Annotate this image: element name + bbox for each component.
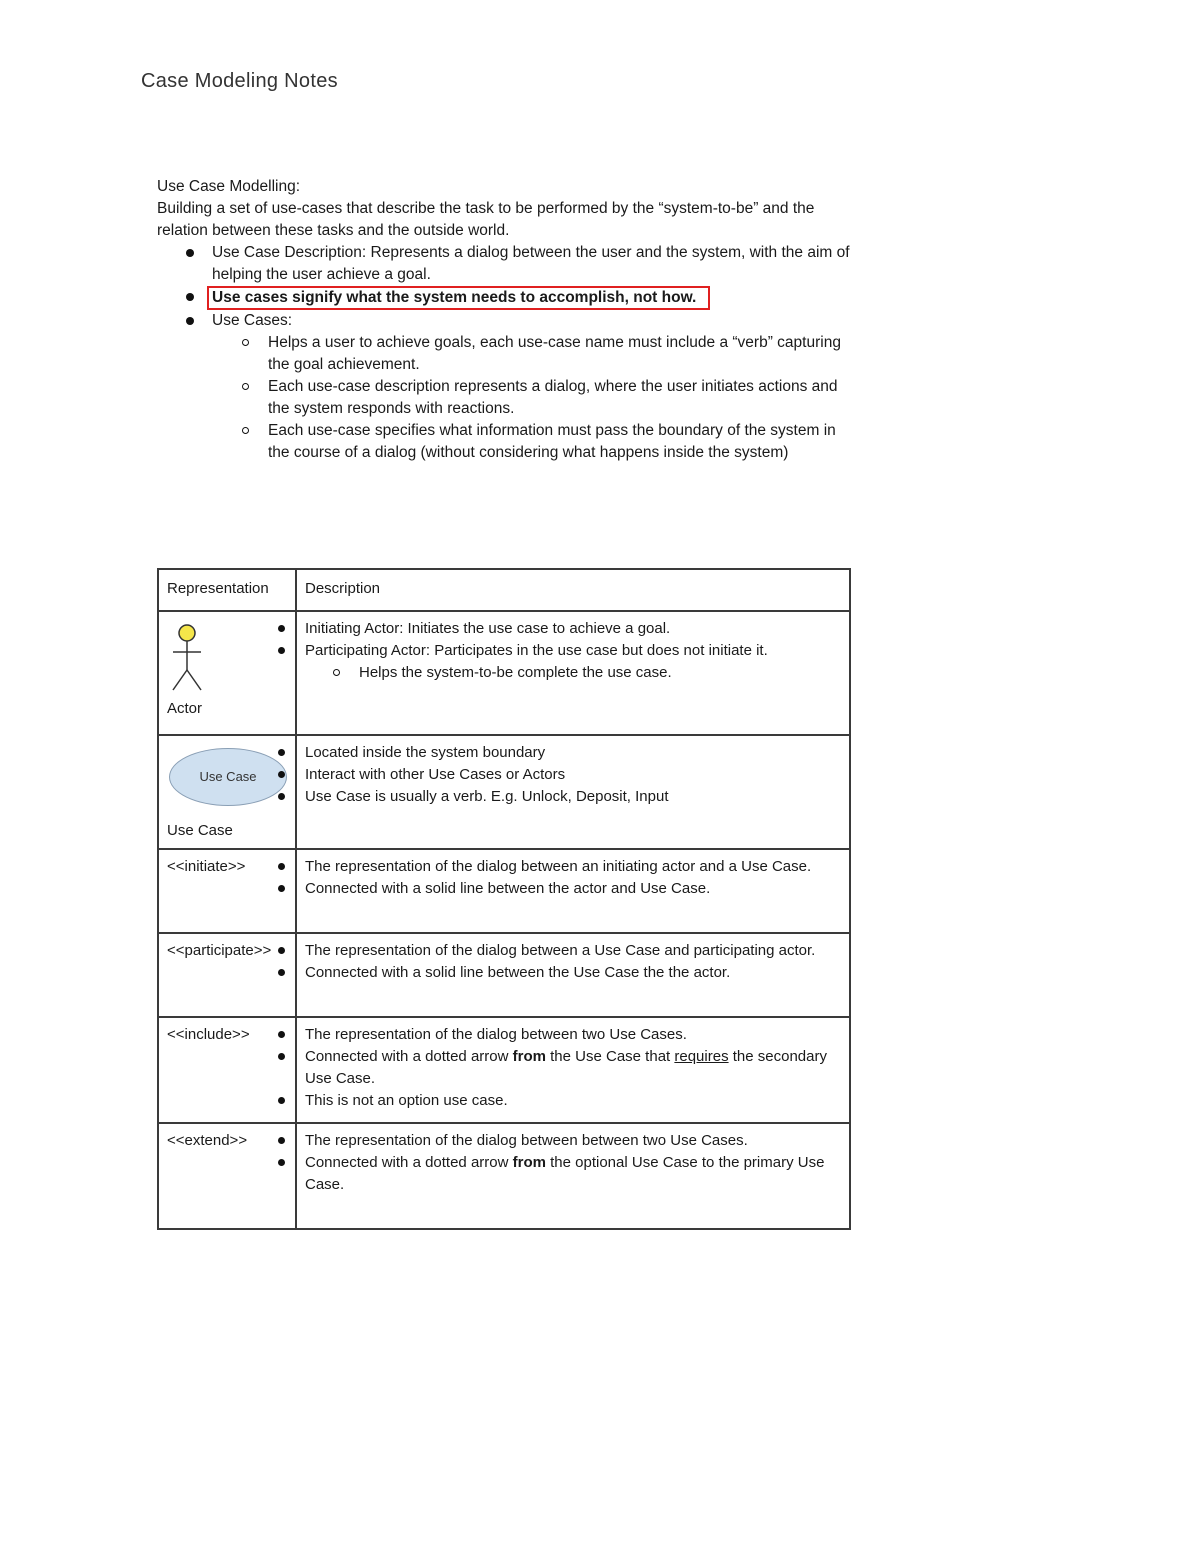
initiate-label: <<initiate>> [158,849,296,933]
list-item: Connected with a solid line between the actor and Use Case. [305,878,841,900]
include-item2-part: Connected with a dotted arrow [305,1048,513,1065]
list-item: The representation of the dialog between between two Use Cases. [305,1130,841,1152]
extend-label: <<extend>> [158,1123,296,1229]
use-case-ellipse-text: Use Case [199,769,257,784]
list-item [305,1046,841,1090]
sub-bullet-list [212,332,857,464]
include-requires-emphasis: requires [674,1048,729,1065]
use-case-label: Use Case [167,822,233,839]
use-case-ellipse-icon [169,748,287,806]
extend-description-list [305,1130,841,1196]
list-item: The representation of the dialog between an initiating actor and a Use Case. [305,856,841,878]
extend-item2-part: the optional Use Case to the primary Use Case. [305,1154,825,1193]
list-item-label: Use Cases: [212,312,293,329]
include-description-list [305,1024,841,1112]
actor-label: Actor [167,700,203,717]
list-item [305,1152,841,1196]
include-label: <<include>> [158,1017,296,1123]
bullet-list [157,242,857,464]
list-item: This is not an option use case. [305,1090,841,1112]
list-item: Located inside the system boundary [305,742,841,764]
include-item2-part: the secondary Use Case. [305,1048,827,1087]
sub-list-item: Helps a user to achieve goals, each use-case name must include a “verb” capturing the goal achievement. [268,332,857,376]
highlight-box: Use cases signify what the system needs to accomplish, not how. [207,286,710,310]
header-description: Description [296,569,850,611]
representation-table [157,568,851,1230]
list-item-highlighted [212,286,857,310]
list-item: Use Case Description: Represents a dialog between the user and the system, with the aim of helping the user achieve a goal. [212,242,857,286]
section-intro: Building a set of use-cases that describe the task to be performed by the “system-to-be” and the relation between these tasks and the outside world. [157,200,815,239]
actor-description-list [305,618,841,684]
use-case-description-cell [296,735,850,849]
list-item [305,640,841,684]
extend-from-emphasis: from [512,1154,546,1171]
list-item: Interact with other Use Cases or Actors [305,764,841,786]
participate-description-list [305,940,841,984]
list-item: The representation of the dialog between a Use Case and participating actor. [305,940,841,962]
table-row-participate [158,933,850,1017]
include-from-emphasis: from [512,1048,546,1065]
use-case-representation-cell [158,735,296,849]
table-row-extend [158,1123,850,1229]
table-row-include [158,1017,850,1123]
extend-description-cell [296,1123,850,1229]
include-description-cell [296,1017,850,1123]
page-title: Case Modeling Notes [141,70,338,92]
use-case-description-list [305,742,841,808]
list-item: Initiating Actor: Initiates the use case to achieve a goal. [305,618,841,640]
initiate-description-cell [296,849,850,933]
extend-item2-part: Connected with a dotted arrow [305,1154,513,1171]
sub-list-item: Each use-case description represents a dialog, where the user initiates actions and the system responds with reactions. [268,376,857,420]
header-representation: Representation [158,569,296,611]
list-item: Use Case is usually a verb. E.g. Unlock, Deposit, Input [305,786,841,808]
actor-description-cell [296,611,850,735]
include-item2-part: the Use Case that [545,1048,675,1065]
list-item: The representation of the dialog between two Use Cases. [305,1024,841,1046]
table-row-initiate [158,849,850,933]
list-item-text: Participating Actor: Participates in the use case but does not initiate it. [305,642,768,659]
initiate-description-list [305,856,841,900]
participate-label: <<participate>> [158,933,296,1017]
section-heading: Use Case Modelling: [157,178,301,195]
sub-list-item: Each use-case specifies what information must pass the boundary of the system in the course of a dialog (without considering what happens inside the system) [268,420,857,464]
list-item: Connected with a solid line between the Use Case the the actor. [305,962,841,984]
participate-description-cell [296,933,850,1017]
list-item [212,310,857,464]
table-header-row [158,569,850,611]
use-case-modelling-section [157,176,857,464]
actor-stick-figure-icon [169,622,209,692]
table-row-actor [158,611,850,735]
sub-list-item: Helps the system-to-be complete the use case. [359,662,841,684]
table-row-use-case [158,735,850,849]
actor-sub-list [305,662,841,684]
actor-representation-cell [158,611,296,735]
